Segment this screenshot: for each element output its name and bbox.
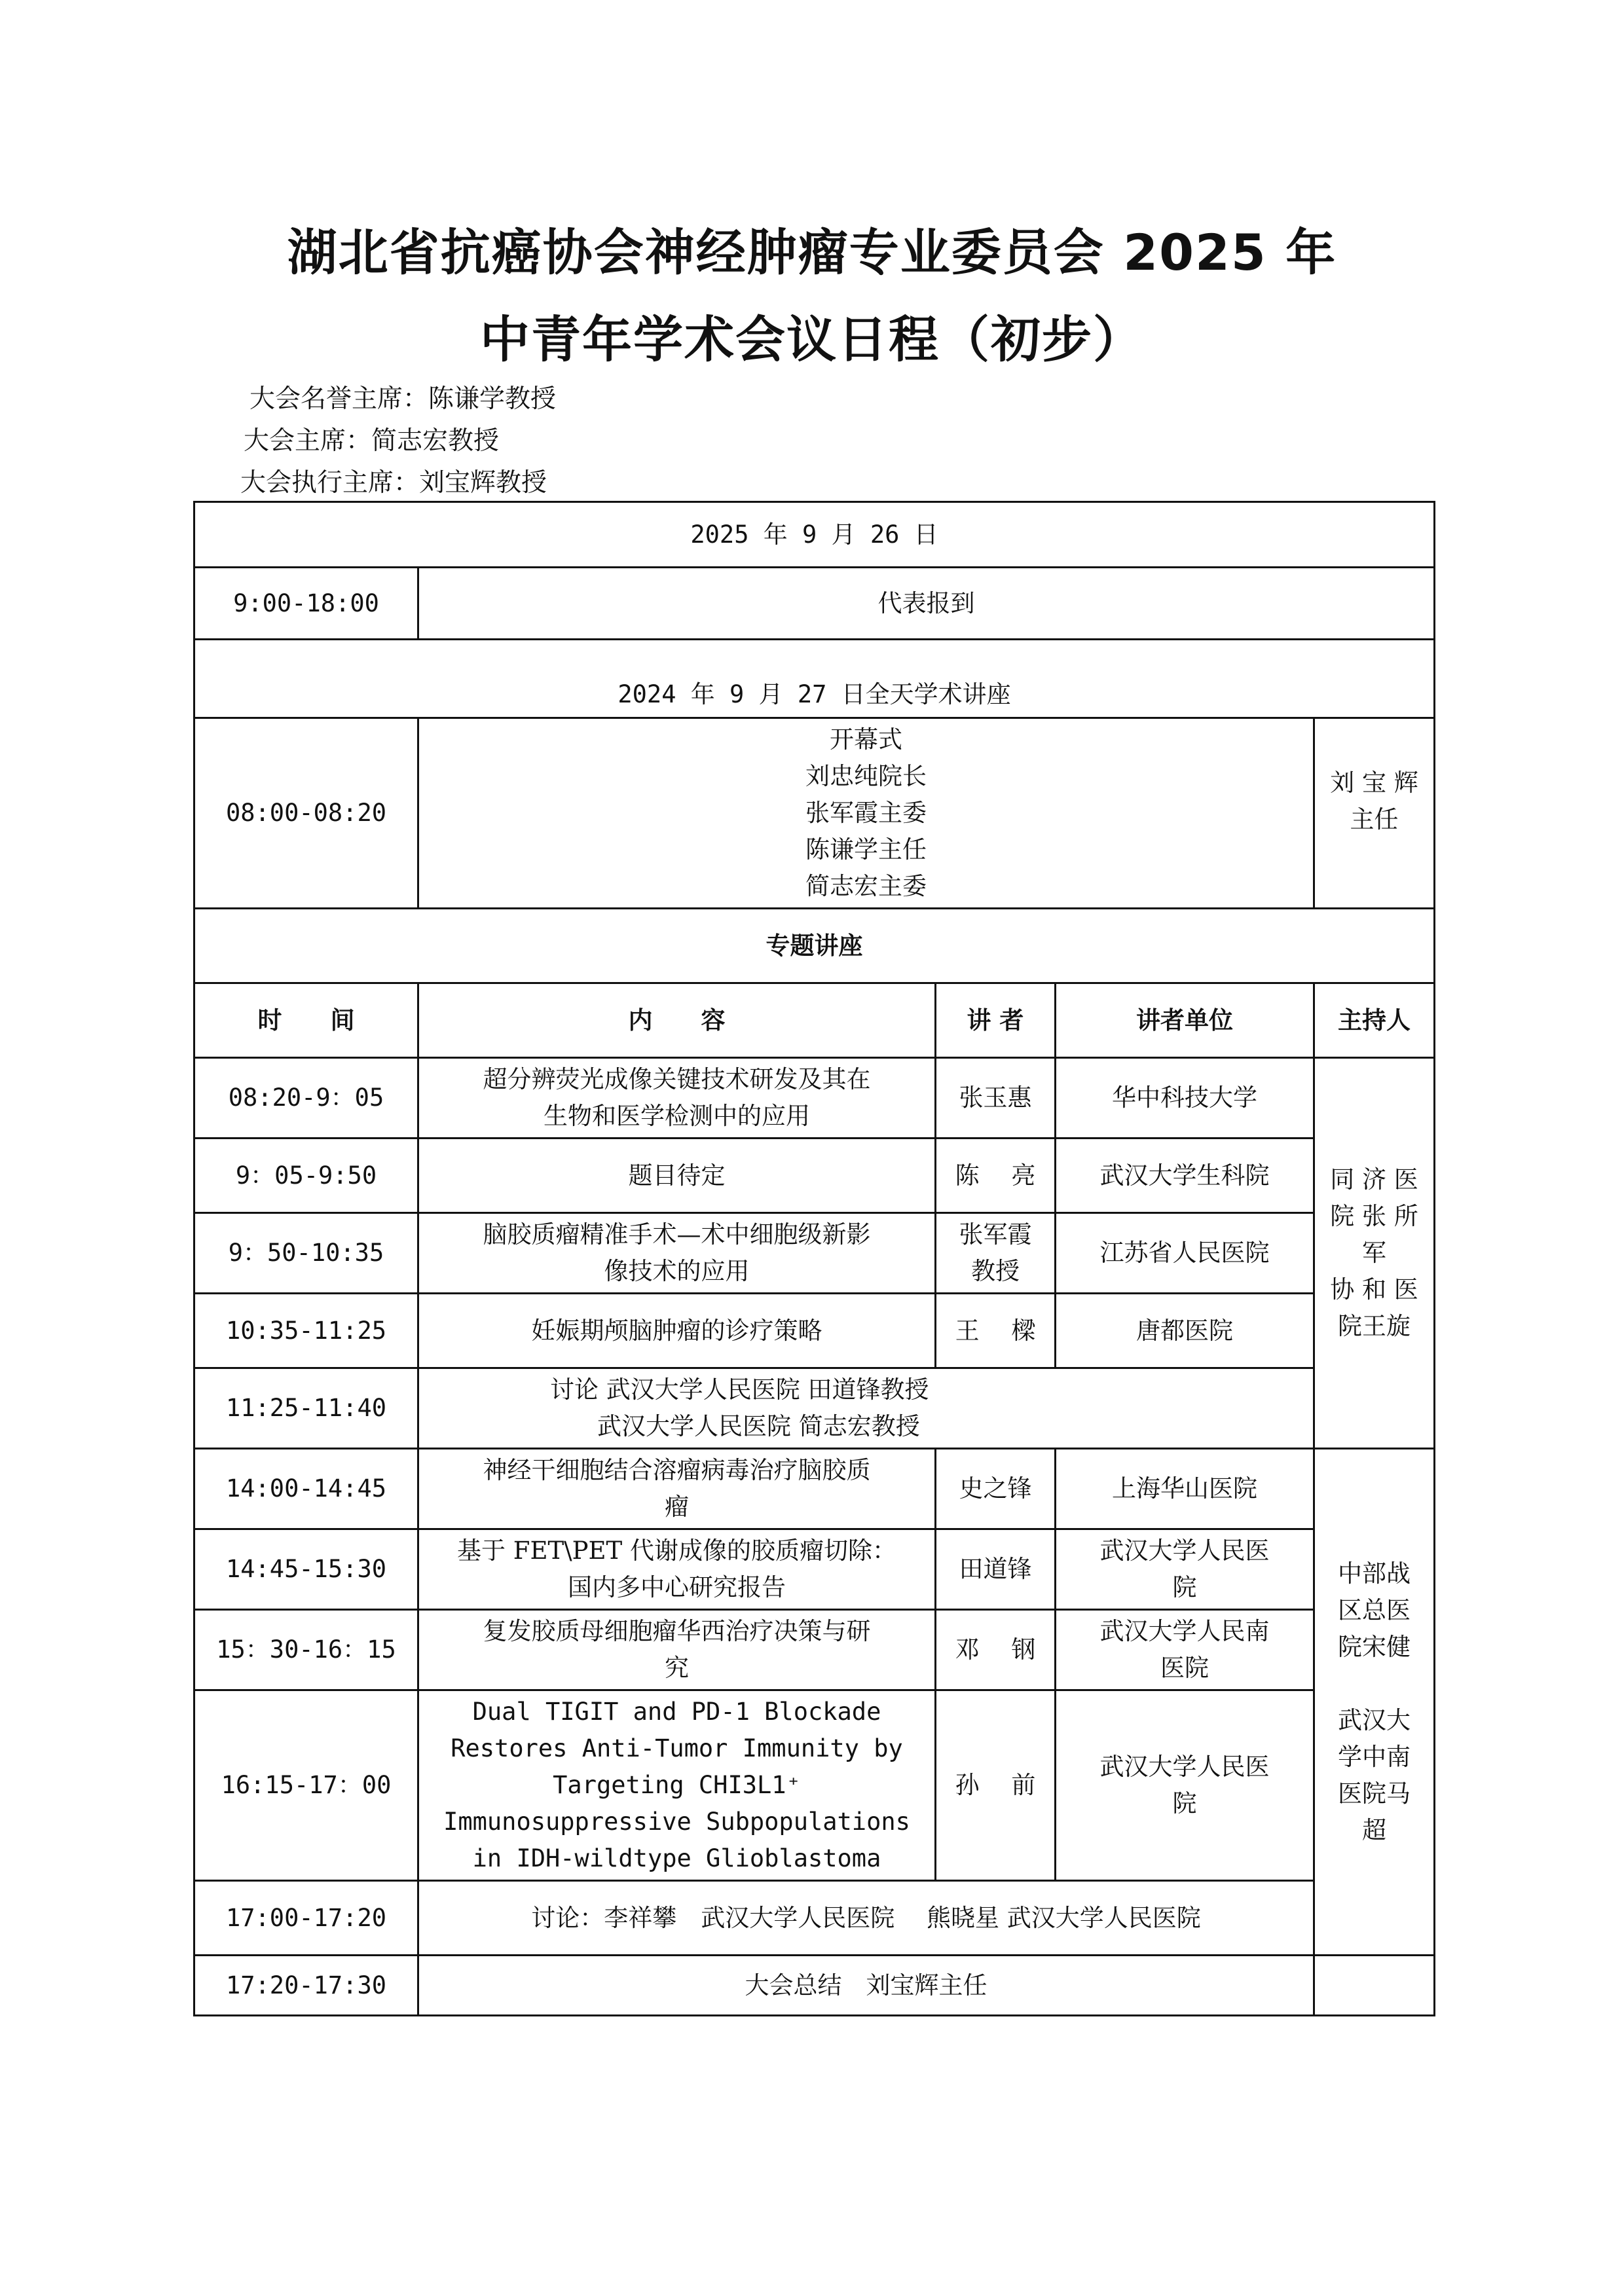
section-heading: 专题讲座 <box>194 909 1435 983</box>
honorary-chair: 大会名誉主席：陈谦学教授 <box>249 384 557 414</box>
discussion-line: 讨论 武汉大学人民医院 田道锋教授 <box>550 1376 929 1404</box>
document-title-line-1: 湖北省抗癌协会神经肿瘤专业委员会 2025 年 <box>287 223 1337 282</box>
talk-title-line: Dual TIGIT and PD-1 Blockade <box>472 1698 881 1726</box>
talk-speaker-line: 张军霞 <box>959 1220 1032 1248</box>
talk-title-line: 像技术的应用 <box>604 1257 750 1285</box>
morning-host-line: 院王旋 <box>1338 1312 1411 1340</box>
discussion-time: 17:00-17:20 <box>194 1881 418 1956</box>
talk-time: 9：05-9:50 <box>194 1139 418 1213</box>
talk-speaker: 孙 前 <box>936 1690 1056 1881</box>
talk-title-line: 复发胶质母细胞瘤华西治疗决策与研 <box>483 1617 871 1645</box>
talk-unit-line: 医院 <box>1160 1654 1209 1682</box>
talk-speaker <box>936 1213 1056 1294</box>
afternoon-host-line <box>1321 1666 1427 1702</box>
talk-title <box>418 1610 936 1690</box>
conference-chair: 大会主席：简志宏教授 <box>244 426 500 456</box>
opening-line: 张军霞主委 <box>805 799 927 827</box>
opening-row <box>194 718 1435 909</box>
talk-title-line: 超分辨荧光成像关键技术研发及其在 <box>483 1065 871 1093</box>
talk-row <box>194 1690 1435 1881</box>
discussion-row <box>194 1368 1435 1449</box>
executive-chair: 大会执行主席：刘宝辉教授 <box>240 468 547 498</box>
talk-unit <box>1056 1690 1314 1881</box>
document-title-line-2: 中青年学术会议日程（初步） <box>480 310 1144 369</box>
talk-unit: 华中科技大学 <box>1056 1058 1314 1139</box>
talk-row <box>194 1213 1435 1294</box>
talk-title-line: 国内多中心研究报告 <box>568 1573 786 1601</box>
talk-speaker: 陈 亮 <box>936 1139 1056 1213</box>
talk-speaker: 张玉惠 <box>936 1058 1056 1139</box>
talk-title-line: in IDH-wildtype Glioblastoma <box>472 1844 881 1872</box>
talk-speaker: 邓 钢 <box>936 1610 1056 1690</box>
closing-content: 大会总结 刘宝辉主任 <box>418 1956 1314 2016</box>
talk-time: 08:20-9：05 <box>194 1058 418 1139</box>
opening-line: 刘忠纯院长 <box>805 762 927 790</box>
day1-registration-row <box>194 568 1435 640</box>
opening-line: 简志宏主委 <box>805 872 927 900</box>
talk-title <box>418 1058 936 1139</box>
afternoon-host-line: 武汉大 <box>1338 1705 1411 1734</box>
talk-unit-line: 院 <box>1172 1573 1197 1601</box>
header-host: 主持人 <box>1314 983 1435 1058</box>
talk-row <box>194 1294 1435 1368</box>
opening-host-line: 刘 宝 辉 <box>1330 769 1418 797</box>
header-time: 时 间 <box>194 983 418 1058</box>
talk-speaker: 田道锋 <box>936 1529 1056 1610</box>
talk-time: 9：50-10:35 <box>194 1213 418 1294</box>
discussion-content: 讨论：李祥攀 武汉大学人民医院 熊晓星 武汉大学人民医院 <box>418 1881 1314 1956</box>
day1-time: 9:00-18:00 <box>194 568 418 640</box>
talk-title: 题目待定 <box>418 1139 936 1213</box>
discussion-time: 11:25-11:40 <box>194 1368 418 1449</box>
talk-row <box>194 1610 1435 1690</box>
talk-time: 16:15-17：00 <box>194 1690 418 1881</box>
talk-unit <box>1056 1529 1314 1610</box>
morning-host-line: 军 <box>1362 1239 1387 1267</box>
opening-line: 开幕式 <box>830 725 902 754</box>
talk-speaker: 王 樑 <box>936 1294 1056 1368</box>
talk-row <box>194 1529 1435 1610</box>
talk-unit-line: 武汉大学人民医 <box>1099 1753 1270 1781</box>
talk-title-line: Restores Anti-Tumor Immunity by <box>451 1734 903 1762</box>
closing-row <box>194 1956 1435 2016</box>
talk-title-line: Immunosuppressive Subpopulations <box>443 1808 910 1836</box>
afternoon-host-line: 院宋健 <box>1338 1632 1411 1661</box>
morning-host-line: 协 和 医 <box>1330 1275 1418 1303</box>
talk-row <box>194 1058 1435 1139</box>
header-unit: 讲者单位 <box>1056 983 1314 1058</box>
morning-host <box>1314 1058 1435 1449</box>
section-row <box>194 909 1435 983</box>
talk-title-line: 究 <box>665 1654 689 1682</box>
header-speaker: 讲 者 <box>936 983 1056 1058</box>
column-header-row <box>194 983 1435 1058</box>
talk-title <box>418 1529 936 1610</box>
talk-title <box>418 1449 936 1529</box>
talk-title-line: Targeting CHI3L1⁺ <box>553 1771 801 1799</box>
afternoon-host <box>1314 1449 1435 1956</box>
talk-unit-line: 武汉大学人民南 <box>1099 1617 1270 1645</box>
talk-speaker-line: 教授 <box>971 1257 1020 1285</box>
opening-content <box>418 718 1314 909</box>
discussion-content <box>418 1368 1314 1449</box>
morning-host-line: 同 济 医 <box>1330 1165 1418 1194</box>
morning-host-line: 院 张 所 <box>1330 1202 1418 1230</box>
talk-title <box>418 1213 936 1294</box>
opening-host <box>1314 718 1435 909</box>
afternoon-host-line: 中部战 <box>1338 1559 1411 1588</box>
talk-unit-line: 院 <box>1172 1789 1197 1817</box>
discussion-row <box>194 1881 1435 1956</box>
talk-time: 15：30-16：15 <box>194 1610 418 1690</box>
talk-title-line: 脑胶质瘤精准手术—术中细胞级新影 <box>483 1220 871 1248</box>
talk-unit: 江苏省人民医院 <box>1056 1213 1314 1294</box>
talk-unit: 武汉大学生科院 <box>1056 1139 1314 1213</box>
talk-title-line: 基于 FET\PET 代谢成像的胶质瘤切除： <box>457 1537 896 1565</box>
day2-heading-row <box>194 640 1435 718</box>
talk-time: 14:45-15:30 <box>194 1529 418 1610</box>
closing-time: 17:20-17:30 <box>194 1956 418 2016</box>
opening-time: 08:00-08:20 <box>194 718 418 909</box>
talk-row <box>194 1139 1435 1213</box>
talk-title-line: 生物和医学检测中的应用 <box>544 1102 810 1130</box>
talk-unit <box>1056 1610 1314 1690</box>
day2-heading: 2024 年 9 月 27 日全天学术讲座 <box>194 640 1435 718</box>
talk-unit: 唐都医院 <box>1056 1294 1314 1368</box>
talk-time: 10:35-11:25 <box>194 1294 418 1368</box>
talk-row <box>194 1449 1435 1529</box>
opening-host-line: 主任 <box>1350 805 1399 833</box>
talk-title-line: 神经干细胞结合溶瘤病毒治疗脑胶质 <box>483 1456 871 1484</box>
day1-event: 代表报到 <box>418 568 1435 640</box>
talk-unit-line: 武汉大学人民医 <box>1099 1537 1270 1565</box>
talk-title-line: 瘤 <box>665 1493 689 1521</box>
talk-speaker: 史之锋 <box>936 1449 1056 1529</box>
talk-title <box>418 1690 936 1881</box>
opening-line: 陈谦学主任 <box>805 835 927 864</box>
header-content: 内 容 <box>418 983 936 1058</box>
afternoon-host-line: 区总医 <box>1338 1595 1411 1624</box>
afternoon-host-line: 学中南 <box>1338 1742 1411 1771</box>
day1-date-row <box>194 502 1435 568</box>
afternoon-host-line: 医院马 <box>1338 1779 1411 1808</box>
day1-date: 2025 年 9 月 26 日 <box>194 502 1435 568</box>
discussion-line: 武汉大学人民医院 简志宏教授 <box>597 1412 920 1440</box>
talk-unit: 上海华山医院 <box>1056 1449 1314 1529</box>
closing-host <box>1314 1956 1435 2016</box>
schedule-table <box>193 501 1435 2016</box>
talk-time: 14:00-14:45 <box>194 1449 418 1529</box>
talk-title: 妊娠期颅脑肿瘤的诊疗策略 <box>418 1294 936 1368</box>
afternoon-host-line: 超 <box>1362 1815 1387 1844</box>
